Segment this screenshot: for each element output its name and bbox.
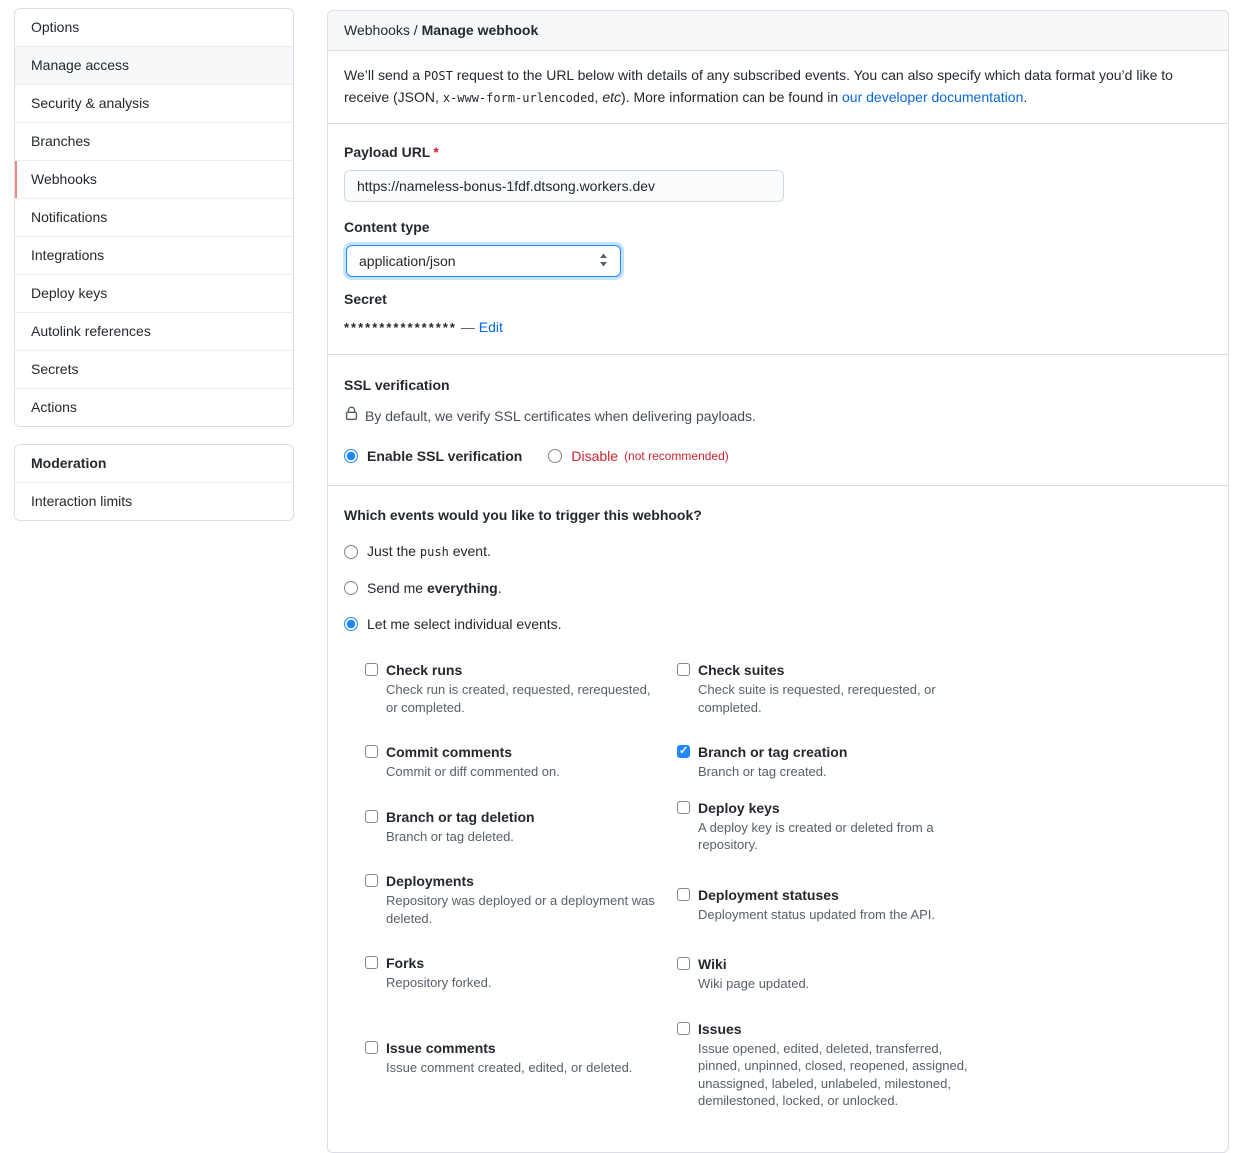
event-item-wiki [677, 954, 989, 993]
payload-url-label: Payload URL * [344, 144, 439, 160]
sidebar-item-label: Interaction limits [31, 493, 133, 509]
event-item-issue-comments [365, 1038, 677, 1077]
moderation-nav-box [14, 444, 294, 521]
sidebar-item-secrets[interactable] [15, 350, 293, 388]
secret-group [344, 289, 1212, 338]
checkbox-unchecked-icon [677, 957, 690, 970]
secret-value-row [344, 317, 1212, 338]
send-everything-label: Send me everything. [367, 580, 502, 596]
checkbox-unchecked-icon [365, 1041, 378, 1054]
ssl-radio-row [344, 446, 1212, 466]
ssl-section [328, 355, 1228, 486]
sidebar-item-label: Secrets [31, 361, 79, 377]
event-description: Commit or diff commented on. [386, 764, 560, 779]
event-description: Repository was deployed or a deployment was deleted. [386, 893, 655, 926]
disable-ssl-radio[interactable] [548, 446, 728, 466]
event-description: A deploy key is created or deleted from a repository. [698, 819, 934, 852]
sidebar-item-label: Deploy keys [31, 285, 108, 301]
event-item-issues [677, 1019, 989, 1110]
event-description: Repository forked. [386, 975, 492, 990]
event-item-branch-tag-creation [677, 742, 989, 781]
developer-documentation-link[interactable]: our developer documentation [842, 89, 1024, 105]
sidebar-item-notifications[interactable] [15, 198, 293, 236]
check-suites-checkbox[interactable]: Check suites [677, 660, 975, 680]
deploy-keys-checkbox[interactable]: Deploy keys [677, 798, 975, 818]
content-type-group [344, 217, 1212, 277]
radio-unselected-icon [344, 545, 358, 559]
radio-selected-icon [344, 617, 358, 631]
individual-events-label: Let me select individual events. [367, 616, 562, 632]
forks-checkbox[interactable]: Forks [365, 953, 663, 973]
sidebar-item-security-analysis[interactable] [15, 84, 293, 122]
deployment-statuses-checkbox[interactable]: Deployment statuses [677, 885, 975, 905]
intro-text: We’ll send a [344, 67, 424, 83]
checkbox-unchecked-icon [677, 801, 690, 814]
sidebar-item-label: Autolink references [31, 323, 151, 339]
event-item-check-suites [677, 660, 989, 716]
disable-ssl-note: (not recommended) [624, 449, 729, 463]
urlencoded-code-text: x-www-form-urlencoded [442, 91, 595, 105]
events-heading: Which events would you like to trigger this webhook? [344, 507, 702, 523]
enable-ssl-radio[interactable] [344, 446, 522, 466]
event-description: Check run is created, requested, rerequested, or completed. [386, 682, 651, 715]
just-push-radio[interactable] [344, 541, 1212, 562]
event-column-right [677, 660, 989, 1136]
disable-ssl-label: Disable [571, 448, 619, 464]
event-item-commit-comments [365, 742, 677, 781]
lock-icon [344, 406, 359, 426]
event-item-deployment-statuses [677, 885, 989, 924]
event-column-left [365, 660, 677, 1136]
event-description: Issue opened, edited, deleted, transferred, pinned, unpinned, closed, reopened, assigned, unassigned, labeled, unlabeled, milestoned, demilestoned, locked, or unlocked. [698, 1040, 968, 1108]
sidebar-item-integrations[interactable] [15, 236, 293, 274]
page-title: Manage webhook [421, 22, 539, 38]
check-runs-checkbox[interactable]: Check runs [365, 660, 663, 680]
required-asterisk: * [433, 144, 439, 160]
branch-tag-deletion-checkbox[interactable]: Branch or tag deletion [365, 807, 663, 827]
sidebar-item-deploy-keys[interactable] [15, 274, 293, 312]
sidebar-item-webhooks[interactable] [15, 160, 293, 198]
secret-edit-link[interactable]: Edit [478, 319, 503, 335]
events-section [328, 486, 1228, 1152]
branch-tag-creation-checkbox[interactable]: ✓ Branch or tag creation [677, 742, 975, 762]
breadcrumb-separator: / [409, 22, 422, 38]
just-push-label: Just the push event. [367, 543, 491, 559]
enable-ssl-label: Enable SSL verification [367, 448, 523, 464]
send-everything-radio[interactable] [344, 578, 1212, 598]
intro-text: . [1023, 89, 1028, 105]
settings-sidebar [14, 8, 294, 521]
sidebar-item-label: Notifications [31, 209, 108, 225]
ssl-heading: SSL verification [344, 377, 450, 393]
deployments-checkbox[interactable]: Deployments [365, 871, 663, 891]
manage-webhook-panel [327, 10, 1229, 1153]
event-description: Branch or tag deleted. [386, 828, 514, 844]
panel-header [328, 11, 1228, 51]
select-caret-icon [599, 253, 608, 270]
event-description: Wiki page updated. [698, 976, 810, 991]
intro-etc-text: etc [602, 89, 621, 105]
event-item-branch-tag-deletion [365, 807, 677, 846]
radio-unselected-icon [548, 449, 562, 463]
webhook-form-section [328, 124, 1228, 355]
commit-comments-checkbox[interactable]: Commit comments [365, 742, 663, 762]
event-description: Branch or tag created. [698, 764, 827, 779]
individual-events-radio[interactable] [344, 614, 1212, 634]
sidebar-item-interaction-limits[interactable] [15, 482, 293, 520]
sidebar-item-manage-access[interactable] [15, 46, 293, 84]
checkbox-unchecked-icon [365, 810, 378, 823]
sidebar-item-label: Integrations [31, 247, 105, 263]
secret-masked-value: **************** [344, 320, 457, 335]
sidebar-item-label: Options [31, 19, 80, 35]
sidebar-item-autolink-references[interactable] [15, 312, 293, 350]
intro-section [328, 51, 1228, 124]
event-description: Deployment status updated from the API. [698, 906, 936, 922]
payload-url-group [344, 142, 1212, 202]
content-type-selected-value: application/json [359, 253, 456, 269]
checkbox-checked-icon [677, 745, 690, 758]
sidebar-item-actions[interactable] [15, 388, 293, 426]
event-item-deployments [365, 871, 677, 927]
event-item-deploy-keys [677, 798, 989, 854]
intro-text: , [594, 89, 603, 105]
checkbox-unchecked-icon [365, 663, 378, 676]
checkbox-unchecked-icon [677, 663, 690, 676]
checkbox-unchecked-icon [365, 745, 378, 758]
event-item-check-runs [365, 660, 677, 716]
intro-text: ). More information can be found in [621, 89, 843, 105]
content-type-label: Content type [344, 219, 430, 235]
sidebar-item-branches[interactable] [15, 122, 293, 160]
sidebar-item-label: Webhooks [31, 171, 97, 187]
checkbox-unchecked-icon [365, 874, 378, 887]
intro-text: request to the URL below with details of any subscribed events. You can also specify which data format you’d like to receive (JSON, [344, 67, 1173, 105]
sidebar-item-label: Manage access [31, 57, 130, 73]
radio-unselected-icon [344, 581, 358, 595]
push-code-text: push [419, 545, 449, 559]
sidebar-item-label: Branches [31, 133, 91, 149]
event-checkbox-grid [365, 660, 1212, 1136]
sidebar-item-label: Security & analysis [31, 95, 150, 111]
ssl-note-text: By default, we verify SSL certificates when delivering payloads. [365, 408, 756, 424]
sidebar-item-label: Actions [31, 399, 77, 415]
moderation-header: Moderation [31, 455, 107, 471]
sidebar-item-options[interactable] [15, 9, 293, 46]
issue-comments-checkbox[interactable]: Issue comments [365, 1038, 663, 1058]
secret-label: Secret [344, 291, 387, 307]
checkbox-unchecked-icon [365, 956, 378, 969]
issues-checkbox[interactable]: Issues [677, 1019, 975, 1039]
radio-selected-icon [344, 449, 358, 463]
checkbox-unchecked-icon [677, 888, 690, 901]
breadcrumb-webhooks-link[interactable]: Webhooks [344, 22, 410, 38]
content-type-select[interactable] [346, 245, 621, 277]
event-item-forks [365, 953, 677, 992]
secret-separator: — [460, 319, 475, 335]
event-description: Check suite is requested, rerequested, or completed. [698, 682, 936, 715]
payload-url-input[interactable] [344, 170, 784, 202]
wiki-checkbox[interactable]: Wiki [677, 954, 975, 974]
settings-nav-box [14, 8, 294, 427]
ssl-note-row [344, 406, 1212, 426]
event-description: Issue comment created, edited, or deleted. [386, 1059, 633, 1075]
checkbox-unchecked-icon [677, 1022, 690, 1035]
post-code-text: POST [423, 69, 453, 83]
